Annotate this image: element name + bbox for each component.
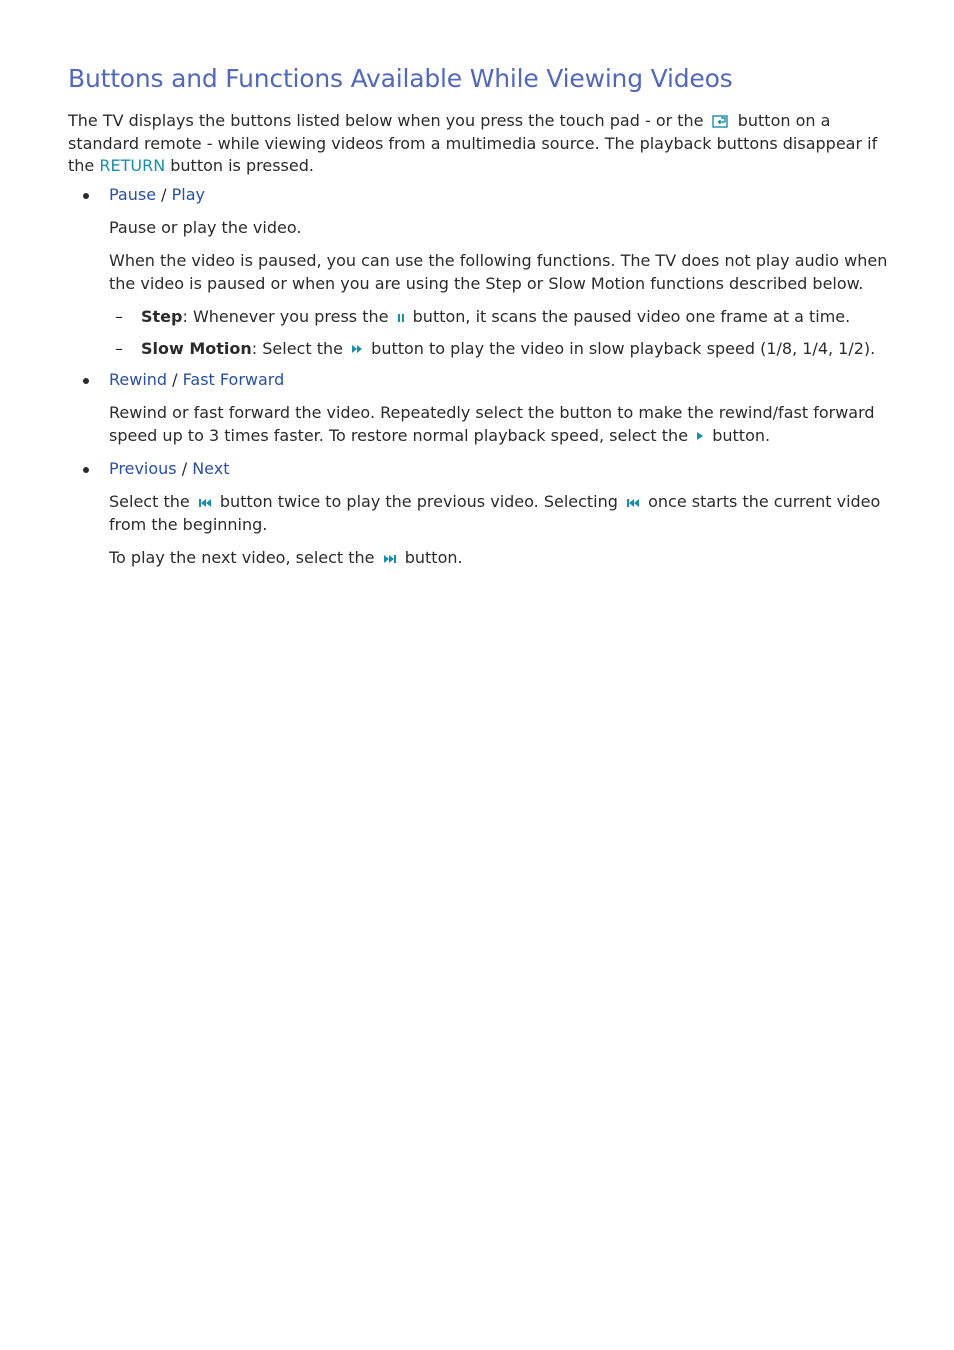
pause-play-description-2: When the video is paused, you can use the following functions. The TV does not play audio when the video is paused or when you are using the Step or Slow Motion functions described below.: [109, 251, 888, 293]
section-heading: [109, 184, 888, 206]
slow-motion-item: [109, 338, 888, 361]
step-text-b: button, it scans the paused video one frame at a time.: [412, 307, 851, 326]
pause-play-description: Pause or play the video.: [109, 217, 302, 237]
slow-motion-text: [141, 338, 888, 361]
slow-motion-label: Slow Motion: [141, 338, 252, 358]
page-title: Buttons and Functions Available While Viewing Videos: [68, 64, 733, 93]
extra-button-icon: [712, 114, 730, 129]
intro-paragraph: [68, 110, 888, 178]
step-text-a: : Whenever you press the: [182, 307, 389, 326]
pause-label: Pause: [109, 184, 157, 204]
return-label: RETURN: [99, 156, 166, 175]
intro-text-1: The TV displays the buttons listed below when you press the touch pad - or the: [68, 111, 704, 130]
prev-text-b: button twice to play the previous video. Selecting: [219, 492, 618, 511]
heading-separator: /: [161, 184, 167, 204]
intro-text-2: button on a standard remote - while viewing videos from a multimedia source. The playback buttons disappear if the: [68, 111, 878, 175]
step-item: [109, 306, 888, 329]
slow-text-b: button to play the video in slow playback speed (1/8, 1/4, 1/2).: [371, 338, 876, 358]
prev-text-a: Select the: [109, 492, 190, 511]
bullet-dot: [83, 378, 89, 384]
section-previous-next: [68, 458, 888, 570]
dash: –: [115, 338, 123, 358]
next-text-b: button.: [404, 548, 463, 567]
prev-text-c: once starts the current video from the beginning.: [109, 492, 881, 534]
next-text-a: To play the next video, select the: [109, 548, 375, 567]
previous-description: [109, 491, 888, 536]
heading-separator: /: [181, 459, 188, 478]
rewind-text-b: button.: [712, 425, 771, 445]
intro-text-3: button is pressed.: [170, 156, 314, 175]
play-label: Play: [171, 184, 206, 204]
rewind-text-a: Rewind or fast forward the video. Repeatedly select the button to make the rewind/fast forward speed up to 3 times faster. To restore normal playback speed, select the: [109, 403, 875, 445]
previous-label: Previous: [109, 459, 177, 478]
next-description: [109, 547, 888, 570]
manual-page: [68, 62, 888, 581]
play-icon: [696, 431, 704, 441]
step-text: [141, 306, 888, 329]
section-heading: [109, 458, 888, 480]
slow-text-a: : Select the: [251, 338, 343, 358]
rewind-description: [109, 402, 888, 447]
skip-previous-icon: [626, 498, 640, 508]
section-rewind-fast-forward: [68, 369, 888, 447]
bullet-dot: [83, 193, 89, 199]
section-pause-play: [68, 184, 888, 361]
dash: –: [115, 307, 123, 326]
pause-icon: [397, 313, 405, 323]
step-label: Step: [141, 307, 183, 326]
bullet-dot: [83, 467, 89, 473]
skip-next-icon: [383, 554, 397, 564]
skip-previous-icon: [198, 498, 212, 508]
fast-forward-icon: [351, 344, 363, 354]
section-heading: [109, 369, 888, 391]
rewind-label: Rewind: [109, 370, 168, 389]
fast-forward-label: Fast Forward: [182, 370, 285, 389]
next-label: Next: [192, 459, 230, 478]
heading-separator: /: [172, 370, 178, 389]
